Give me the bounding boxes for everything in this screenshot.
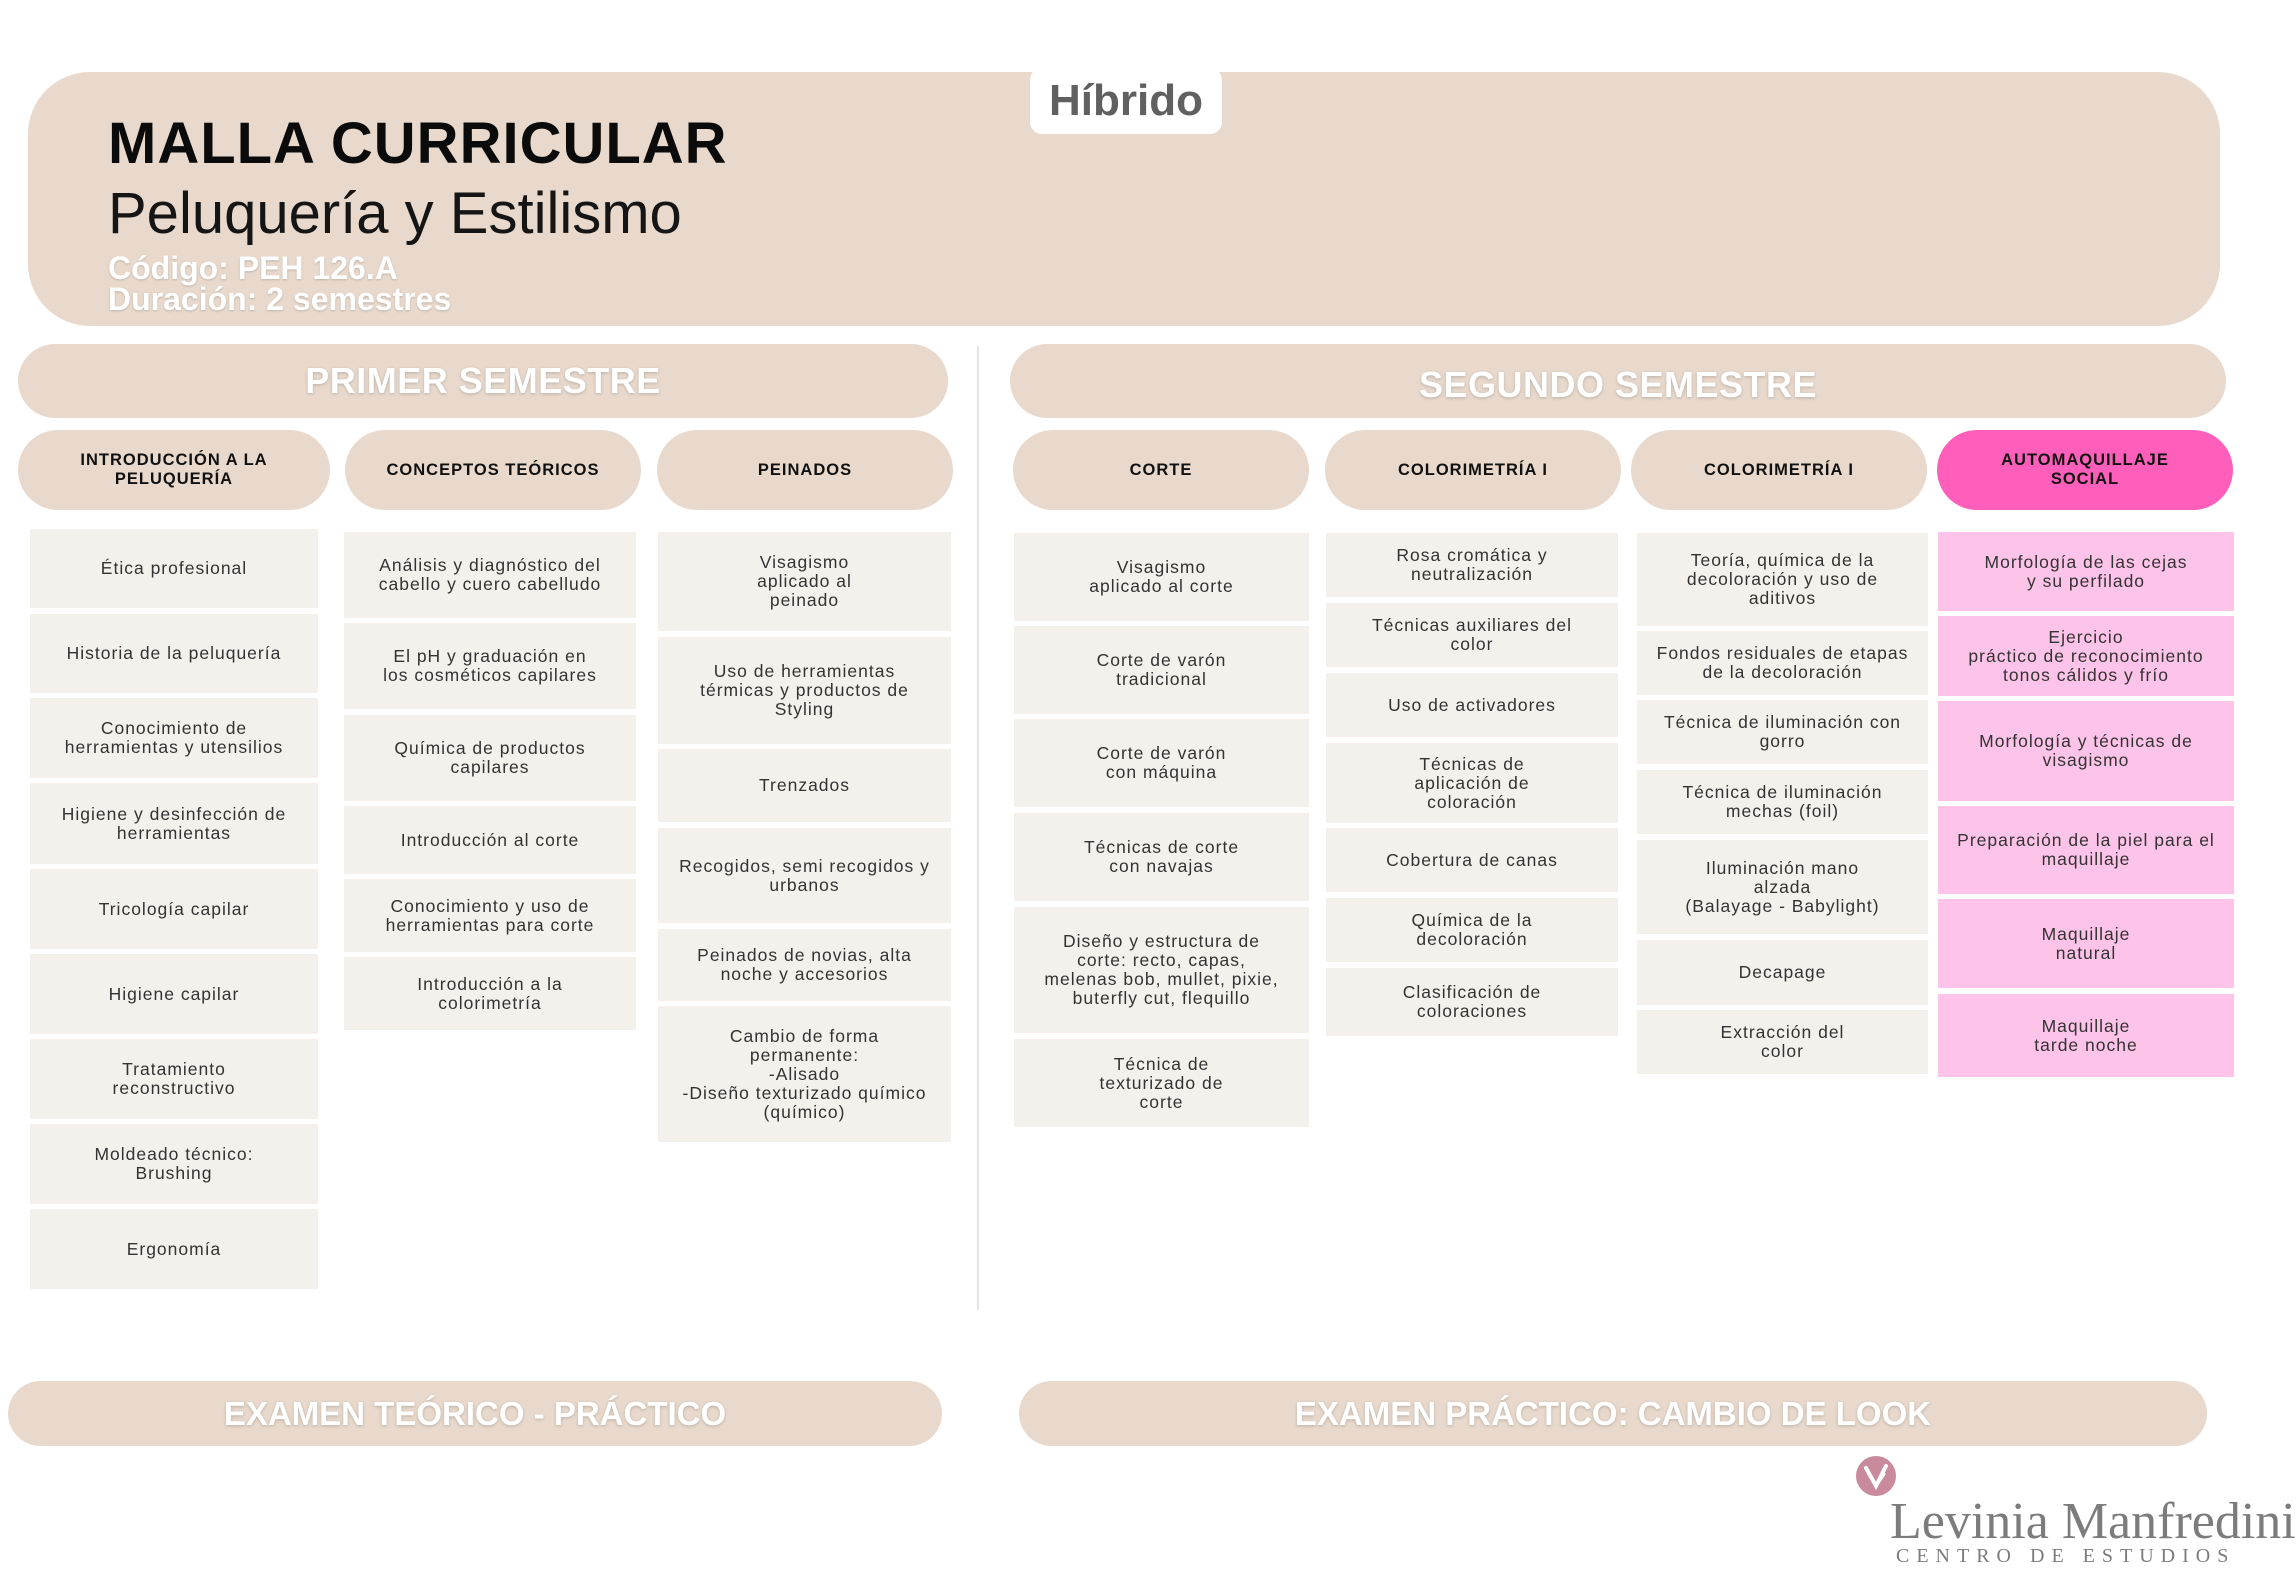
topic-box: Cambio de forma permanente: -Alisado -Diseño texturizado químico (químico) xyxy=(658,1006,951,1142)
topic-box: Recogidos, semi recogidos y urbanos xyxy=(658,828,951,923)
topic-box: Conocimiento de herramientas y utensilios xyxy=(30,698,318,778)
logo-name: Levinia Manfredini xyxy=(1890,1493,2296,1550)
topic-box: Higiene capilar xyxy=(30,954,318,1034)
topic-box: Técnica de iluminación mechas (foil) xyxy=(1637,770,1928,834)
topic-box: Corte de varón con máquina xyxy=(1014,719,1309,807)
topic-box: Uso de herramientas térmicas y productos de Styling xyxy=(658,637,951,744)
topic-box: Ética profesional xyxy=(30,529,318,608)
topic-box: Visagismo aplicado al peinado xyxy=(658,532,951,631)
topic-box: Visagismo aplicado al corte xyxy=(1014,533,1309,621)
semester-divider xyxy=(977,346,979,1310)
course-header-colorimetria-1: COLORIMETRÍA I xyxy=(1325,430,1621,510)
topic-box: Introducción al corte xyxy=(344,806,636,874)
topic-box: Moldeado técnico: Brushing xyxy=(30,1124,318,1204)
topic-box: Técnicas de aplicación de coloración xyxy=(1326,743,1618,823)
topic-box: Técnicas auxiliares del color xyxy=(1326,603,1618,667)
topic-box: Peinados de novias, alta noche y accesorios xyxy=(658,929,951,1001)
topic-box: Corte de varón tradicional xyxy=(1014,626,1309,714)
second-semester-bar: SEGUNDO SEMESTRE xyxy=(1010,344,2226,418)
second-exam-bar: EXAMEN PRÁCTICO: CAMBIO DE LOOK xyxy=(1019,1381,2207,1446)
topic-box: Rosa cromática y neutralización xyxy=(1326,533,1618,597)
logo-tagline: CENTRO DE ESTUDIOS xyxy=(1896,1545,2236,1567)
topic-box: Trenzados xyxy=(658,749,951,822)
topic-box: Uso de activadores xyxy=(1326,673,1618,737)
topic-box: Teoría, química de la decoloración y uso de aditivos xyxy=(1637,533,1928,626)
course-header-automaquillaje: AUTOMAQUILLAJE SOCIAL xyxy=(1937,430,2233,510)
topic-box: Morfología de las cejas y su perfilado xyxy=(1938,532,2234,611)
topic-box: Técnica de iluminación con gorro xyxy=(1637,700,1928,764)
topic-box: Clasificación de coloraciones xyxy=(1326,968,1618,1036)
topic-box: Tratamiento reconstructivo xyxy=(30,1039,318,1119)
topic-box: Maquillaje tarde noche xyxy=(1938,994,2234,1077)
program-duration: Duración: 2 semestres xyxy=(108,281,452,317)
program-name: Peluquería y Estilismo xyxy=(108,181,682,246)
topic-box: Extracción del color xyxy=(1637,1010,1928,1074)
topic-box: Iluminación mano alzada (Balayage - Babylight) xyxy=(1637,840,1928,934)
topic-box: Historia de la peluquería xyxy=(30,614,318,693)
topic-box: Cobertura de canas xyxy=(1326,828,1618,892)
topic-box: Diseño y estructura de corte: recto, capas, melenas bob, mullet, pixie, buterfly cut, flequillo xyxy=(1014,907,1309,1033)
topic-box: Preparación de la piel para el maquillaje xyxy=(1938,806,2234,894)
topic-box: Química de la decoloración xyxy=(1326,898,1618,962)
course-header-corte: CORTE xyxy=(1013,430,1309,510)
topic-box: Ejercicio práctico de reconocimiento tonos cálidos y frío xyxy=(1938,616,2234,696)
course-header-colorimetria-2: COLORIMETRÍA I xyxy=(1631,430,1927,510)
topic-box: Química de productos capilares xyxy=(344,715,636,801)
program-code: Código: PEH 126.A xyxy=(108,250,398,286)
topic-box: Morfología y técnicas de visagismo xyxy=(1938,701,2234,801)
topic-box: Fondos residuales de etapas de la decoloración xyxy=(1637,631,1928,695)
topic-box: Maquillaje natural xyxy=(1938,899,2234,988)
topic-box: Higiene y desinfección de herramientas xyxy=(30,783,318,864)
modality-badge: Híbrido xyxy=(1030,68,1222,134)
course-header-peinados: PEINADOS xyxy=(657,430,953,510)
page-title: MALLA CURRICULAR xyxy=(108,111,728,176)
topic-box: Análisis y diagnóstico del cabello y cuero cabelludo xyxy=(344,532,636,618)
topic-box: Conocimiento y uso de herramientas para corte xyxy=(344,879,636,952)
topic-box: Ergonomía xyxy=(30,1209,318,1289)
topic-box: Tricología capilar xyxy=(30,869,318,949)
course-header-intro-peluqueria: INTRODUCCIÓN A LA PELUQUERÍA xyxy=(18,430,330,510)
first-semester-bar: PRIMER SEMESTRE xyxy=(18,344,948,418)
topic-box: El pH y graduación en los cosméticos capilares xyxy=(344,623,636,709)
topic-box: Técnicas de corte con navajas xyxy=(1014,813,1309,901)
topic-box: Técnica de texturizado de corte xyxy=(1014,1039,1309,1127)
course-header-conceptos-teoricos: CONCEPTOS TEÓRICOS xyxy=(345,430,641,510)
first-exam-bar: EXAMEN TEÓRICO - PRÁCTICO xyxy=(8,1381,942,1446)
topic-box: Decapage xyxy=(1637,940,1928,1005)
topic-box: Introducción a la colorimetría xyxy=(344,957,636,1030)
